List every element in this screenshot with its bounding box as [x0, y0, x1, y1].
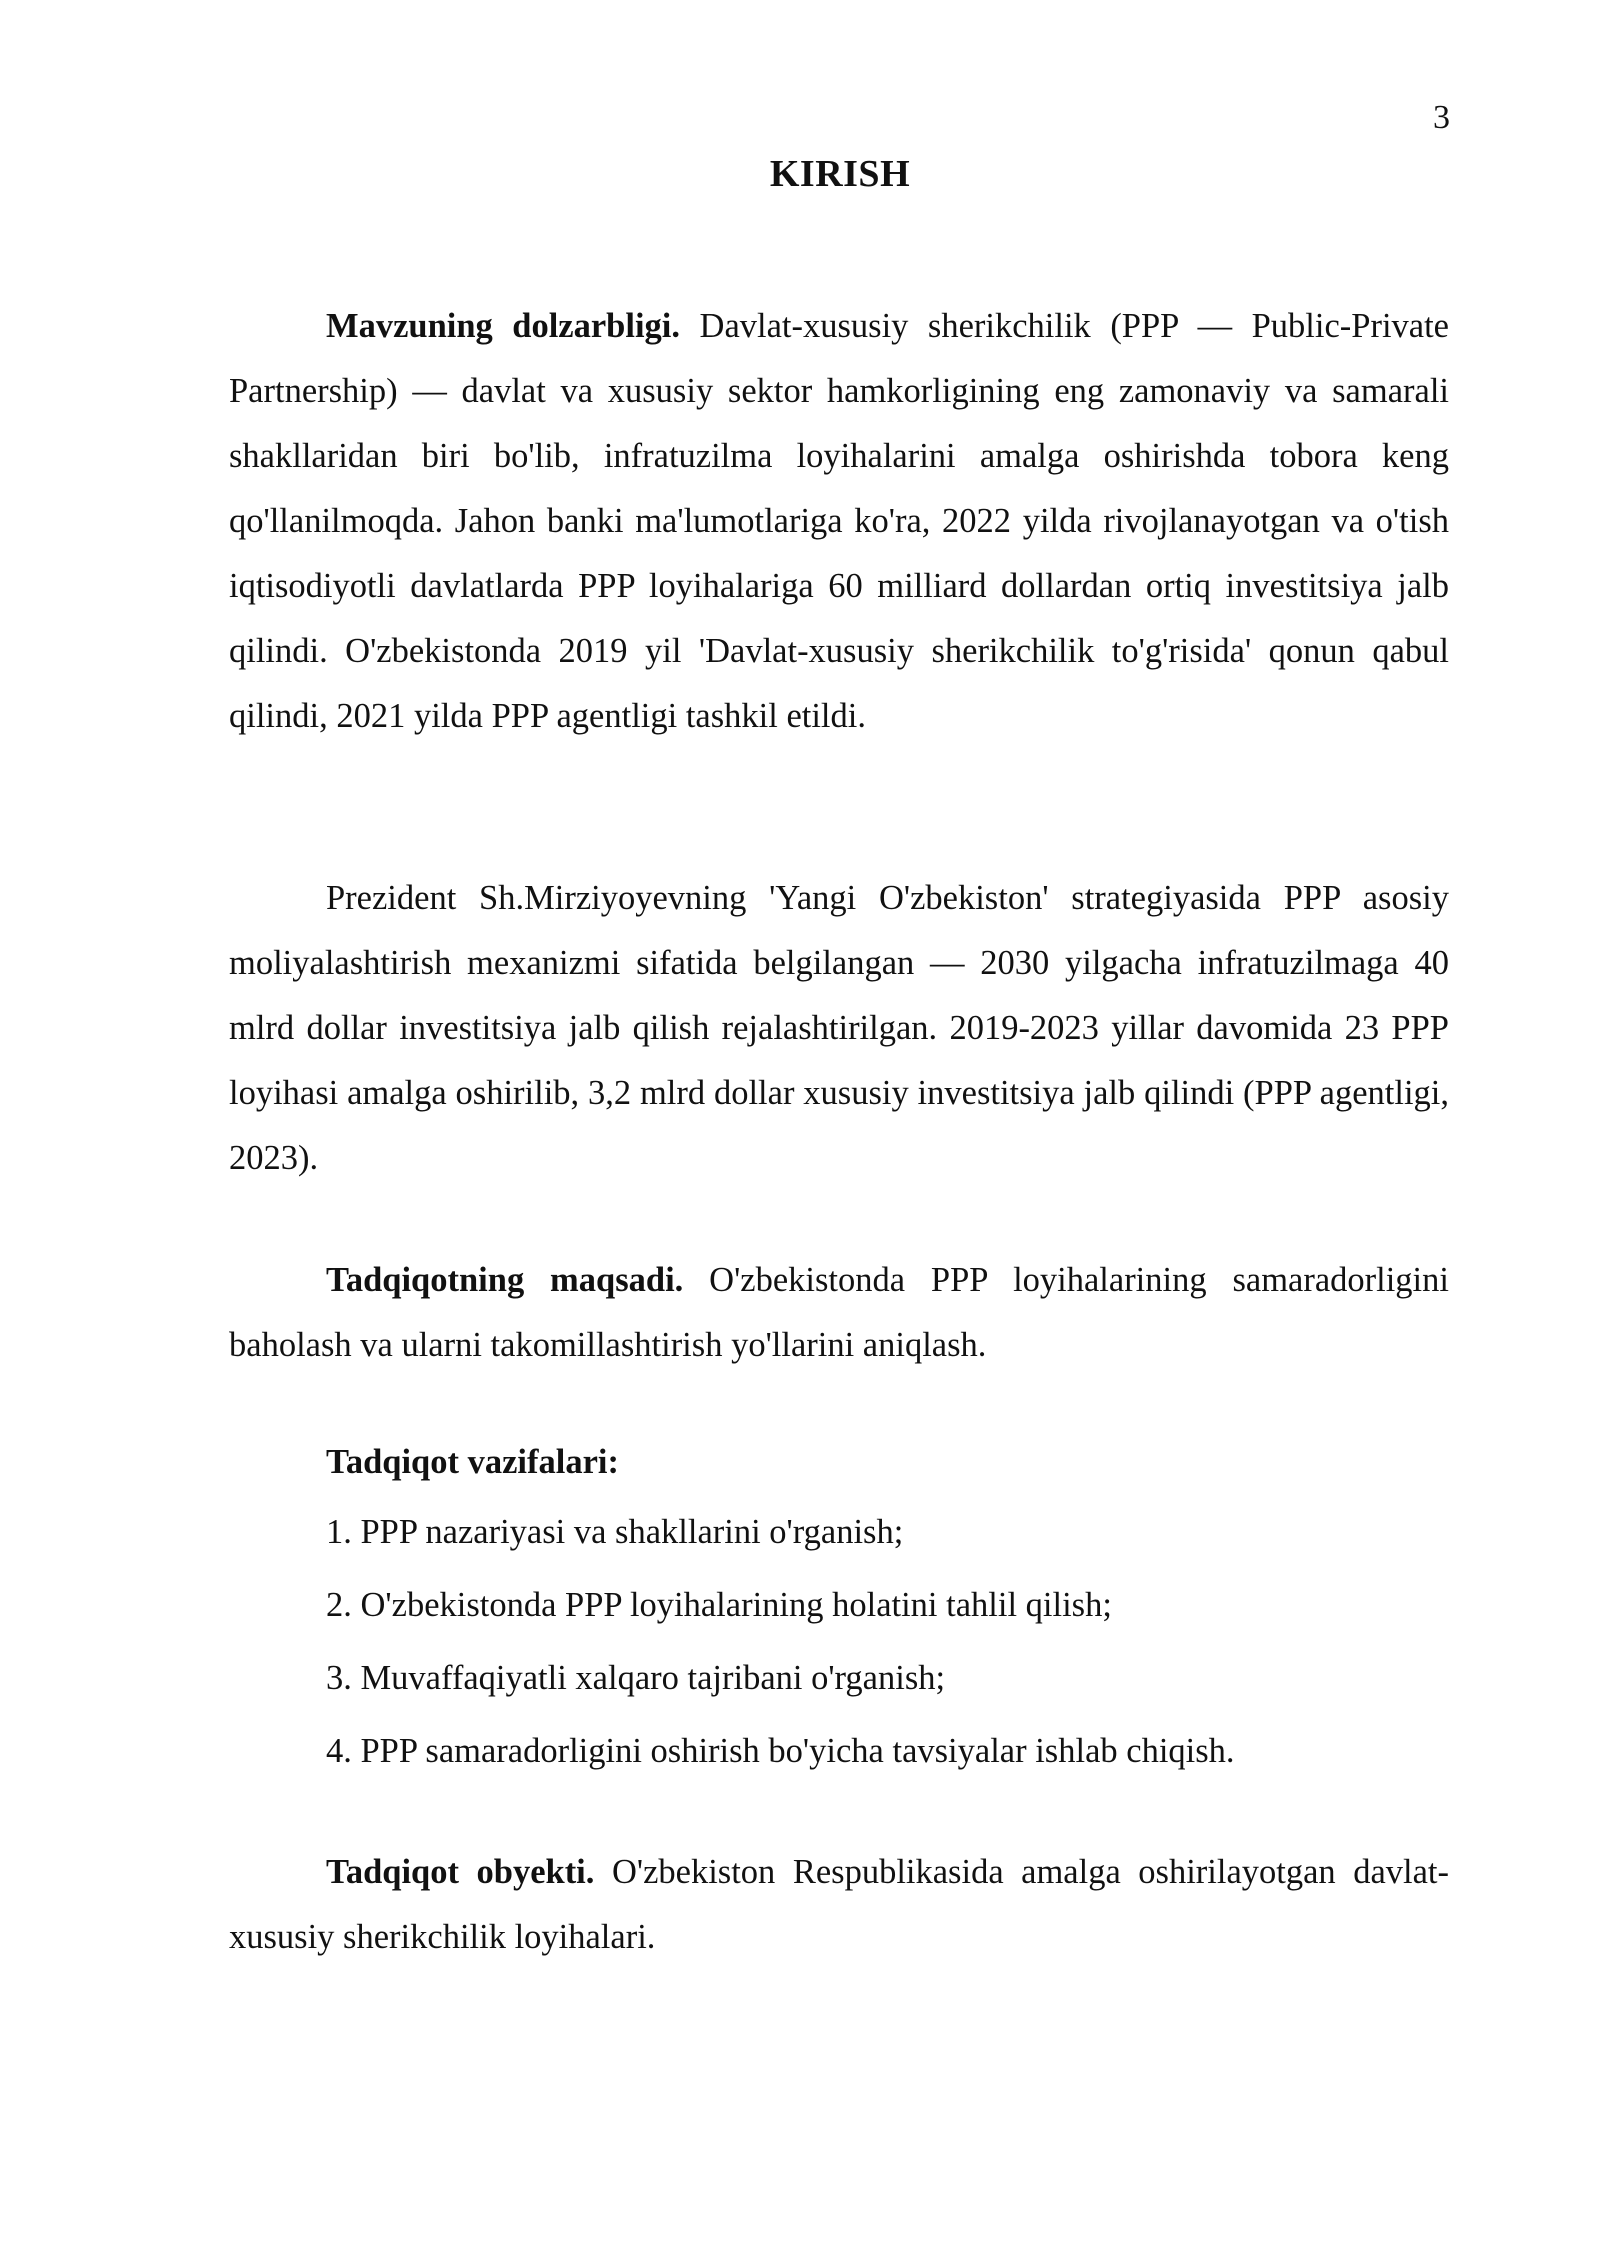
paragraph-strategy [229, 866, 1449, 1191]
list-item: 4. PPP samaradorligini oshirish bo'yicha tavsiyalar ishlab chiqish. [326, 1732, 1235, 1770]
paragraph-relevance [229, 294, 1449, 749]
paragraph-body: Davlat-xususiy sherikchilik (PPP — Public-Private Partnership) — davlat va xususiy sektor hamkorligining eng zamonaviy va samarali shakllaridan biri bo'lib, infratuzilma loyihalarini amalga oshirishda tobora keng qo'llanilmoqda. Jahon banki ma'lumotlariga ko'ra, 2022 yilda rivojlanayotgan va o'tish iqtisodiyotli davlatlarda PPP loyihalariga 60 milliard dollardan ortiq investitsiya jalb qilindi. O'zbekistonda 2019 yil 'Davlat-xususiy sherikchilik to'g'risida' qonun qabul qilindi, 2021 yilda PPP agentligi tashkil etildi. [229, 307, 1449, 735]
paragraph-body: Prezident Sh.Mirziyoyevning 'Yangi O'zbekiston' strategiyasida PPP asosiy moliyalashtirish mexanizmi sifatida belgilangan — 2030 yilgacha infratuzilmaga 40 mlrd dollar investitsiya jalb qilish rejalashtirilgan. 2019-2023 yillar davomida 23 PPP loyihasi amalga oshirilib, 3,2 mlrd dollar xususiy investitsiya jalb qilindi (PPP agentligi, 2023). [229, 879, 1449, 1177]
paragraph-body: O'zbekistonda PPP loyihalarining samaradorligini baholash va ularni takomillashtirish yo'llarini aniqlash. [229, 1261, 1449, 1364]
research-tasks-list [229, 1496, 1449, 1788]
paragraph-lead: Tadqiqot obyekti. [326, 1853, 595, 1891]
paragraph-lead: Mavzuning dolzarbligi. [326, 307, 681, 345]
paragraph-research-object [229, 1840, 1449, 1970]
paragraph-text [229, 866, 1449, 1191]
paragraph-research-goal [229, 1248, 1449, 1378]
paragraph-body: O'zbekiston Respublikasida amalga oshirilayotgan davlat-xususiy sherikchilik loyihalari. [229, 1853, 1449, 1956]
list-item: 3. Muvaffaqiyatli xalqaro tajribani o'rganish; [326, 1659, 946, 1697]
list-item: 2. O'zbekistonda PPP loyihalarining holatini tahlil qilish; [326, 1586, 1112, 1624]
page-number: 3 [1433, 99, 1450, 136]
paragraph-lead: Tadqiqotning maqsadi. [326, 1261, 684, 1299]
section-title: KIRISH [769, 153, 911, 195]
list-item: 1. PPP nazariyasi va shakllarini o'rganish; [326, 1513, 904, 1551]
research-tasks-heading: Tadqiqot vazifalari: [326, 1443, 619, 1481]
paragraph-text [229, 1248, 1449, 1378]
paragraph-text [229, 1840, 1449, 1970]
paragraph-text [229, 294, 1449, 749]
research-tasks-section [229, 1430, 1449, 1788]
